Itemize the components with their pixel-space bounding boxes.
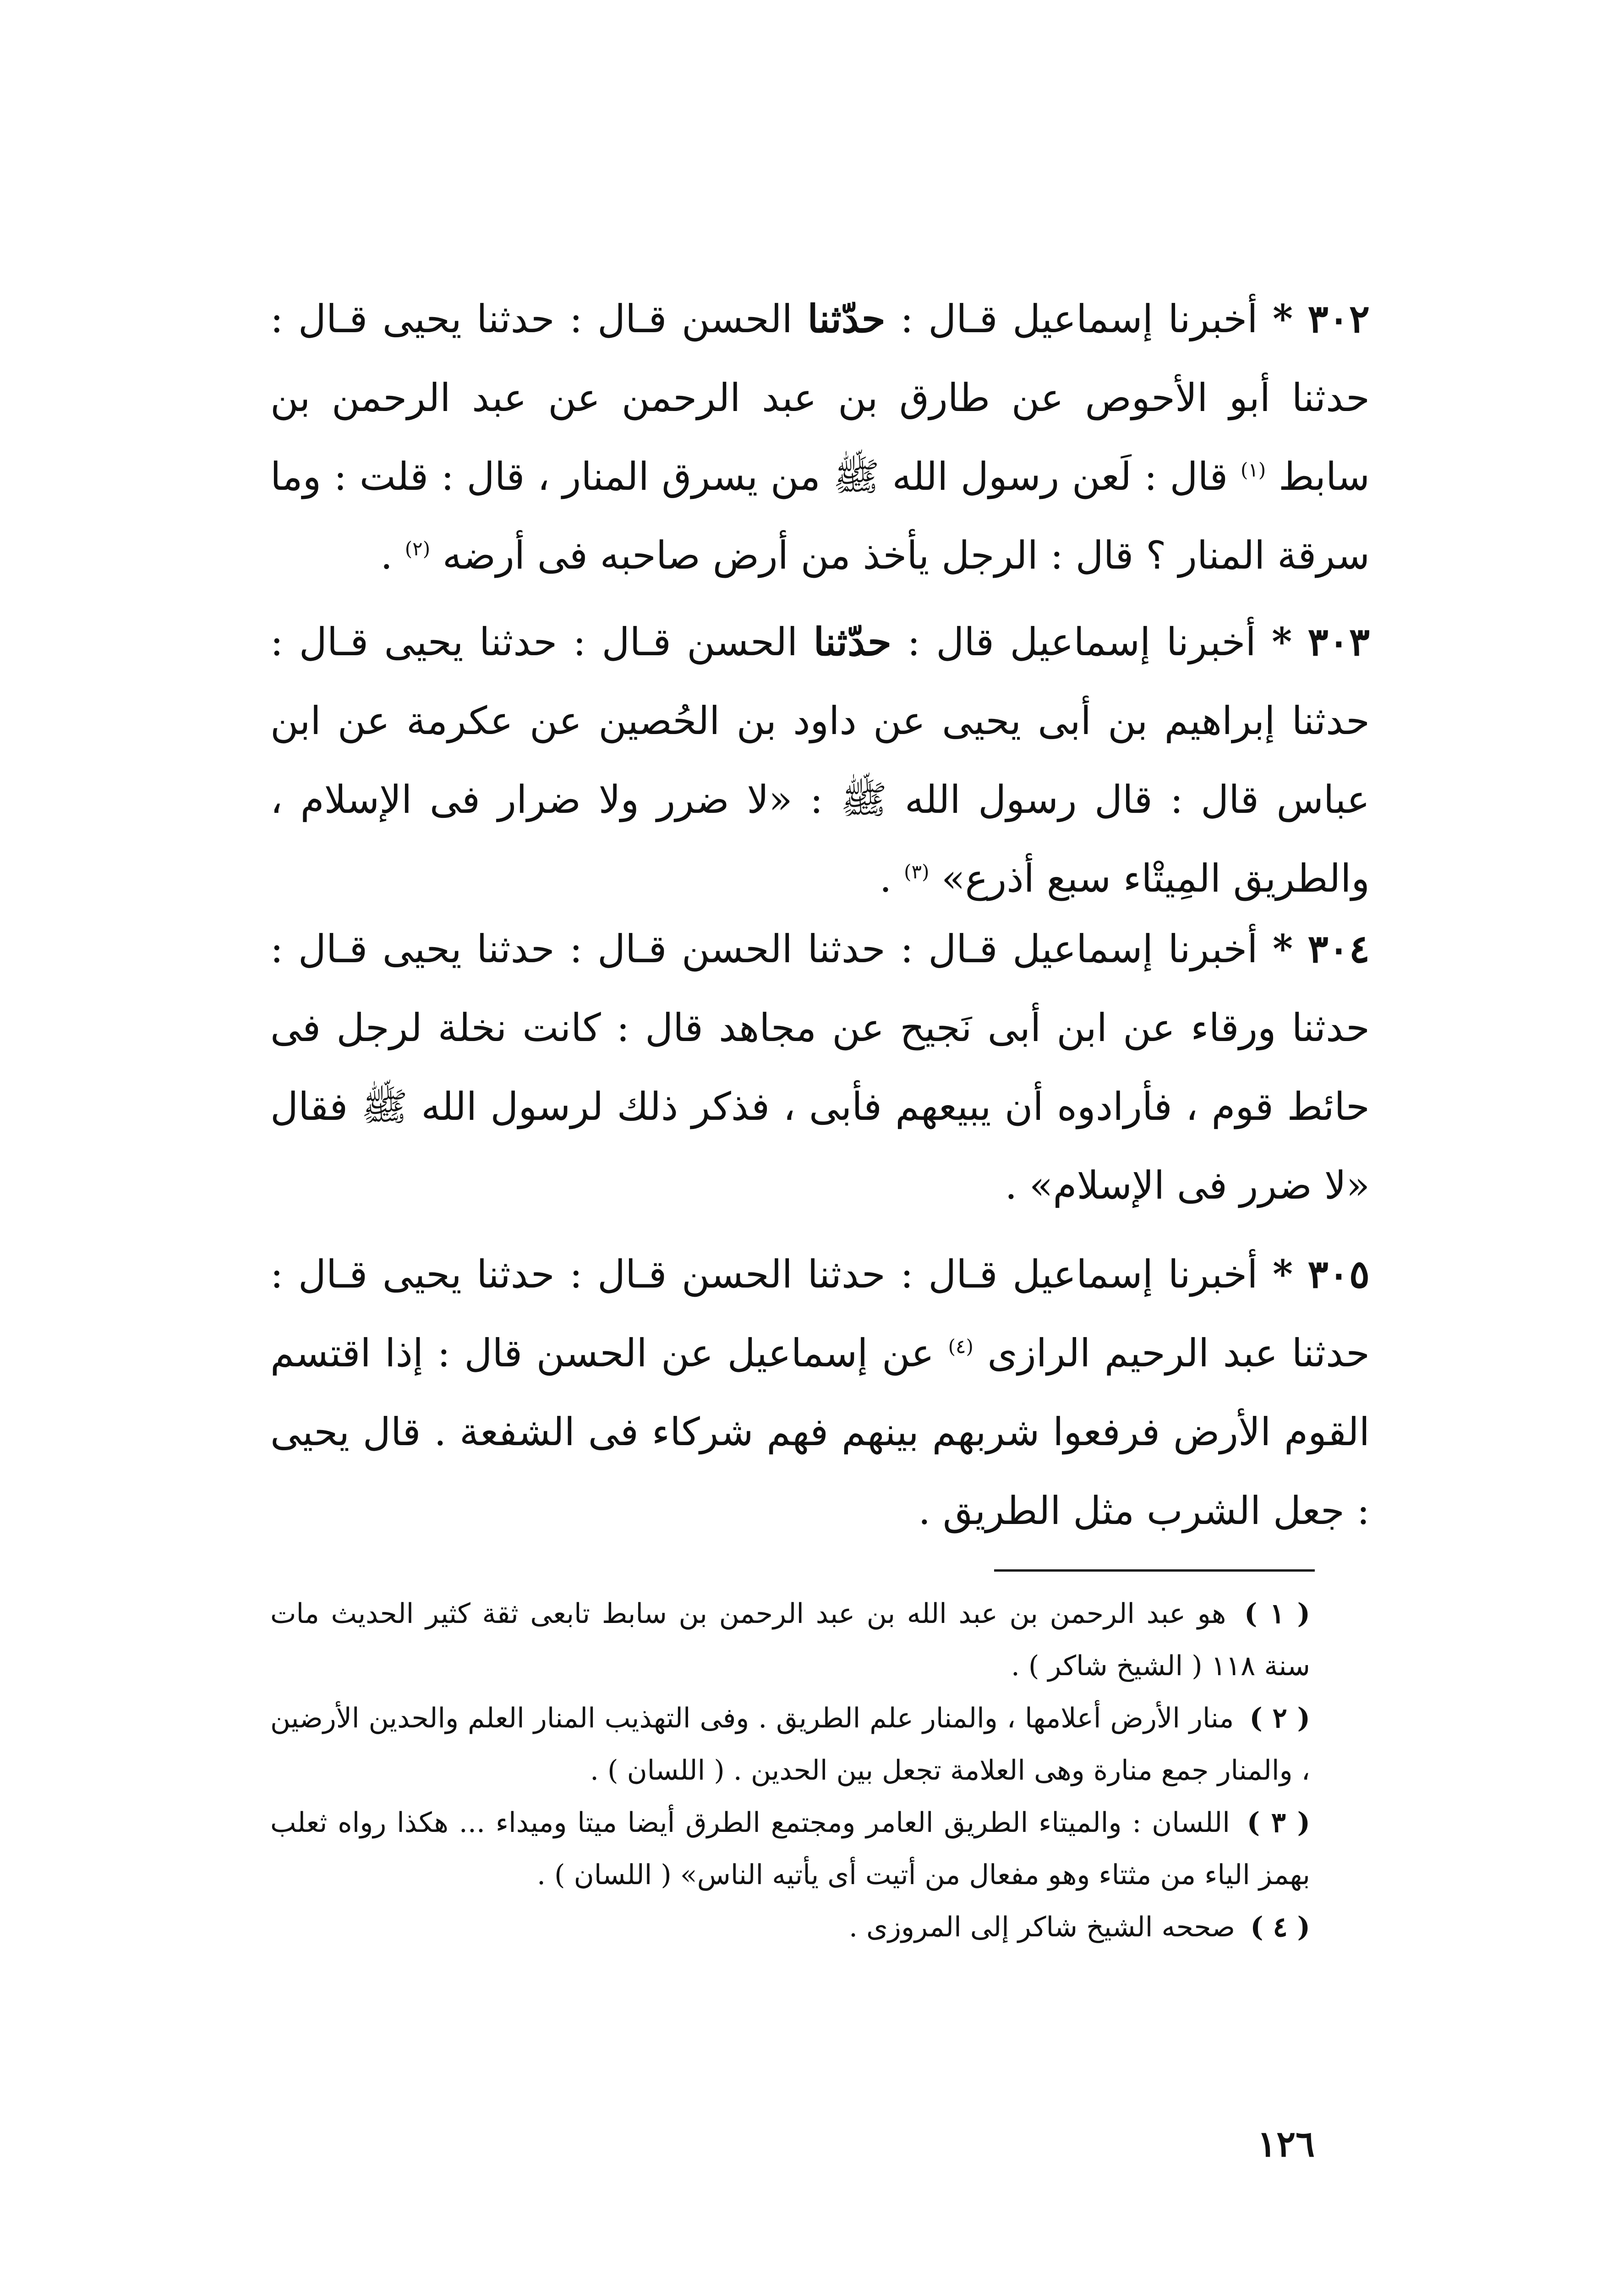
footnote-divider (994, 1569, 1315, 1572)
hadith-star: * (1273, 926, 1293, 971)
hadith-text: الحسن قـال : حدثنا يحيى قـال : حدثنا أبو الأحوص عن طارق بن عبد الرحمن عن عبد الرحمن بن سابط (270, 296, 1370, 499)
footnote-marker: ( ٢ ) (1249, 1702, 1311, 1734)
hadith-text: أخبرنا إسماعيل قـال : حدثنا الحسن قـال : حدثنا يحيى قـال : حدثنا عبد الرحيم الرازى (270, 1252, 1370, 1376)
footnote-text: اللسان : والميتاء الطريق العامر ومجتمع الطرق أيضا ميتا وميداء ... هكذا رواه ثعلب بهمز الياء (270, 1807, 1310, 1891)
hadith-text: أخبرنا إسماعيل قال : (907, 619, 1256, 664)
footnote-marker: ( ١ ) (1244, 1598, 1310, 1630)
hadith-text: . (380, 533, 393, 578)
footnote-1 (270, 1588, 1310, 1692)
footnote-text: صححه الشيخ شاكر إلى المروزى . (848, 1911, 1236, 1943)
hadith-text: أخبرنا إسماعيل قـال : حدثنا الحسن قـال : حدثنا يحيى قـال : حدثنا ورقاء عن ابن أبى نَجيح عن مجاهد قال : كانت نخلة لرجل فى حائط قوم ، فأرادوه أن يبيعهم فأبى ، فذكر ذلك لرسول الله ﷺ فقال «لا ضرر فى الإسلام» . (270, 926, 1370, 1208)
footnote-3 (270, 1797, 1310, 1901)
footnote-text: ( الشيخ شاكر ) . (1011, 1650, 1203, 1682)
footnote-marker: ( ٤ ) (1250, 1911, 1310, 1943)
footnote-text: هو عبد الرحمن بن عبد الله بن عبد الرحمن بن سابط تابعى ثقة كثير الحديث مات سنة ١١٨ (270, 1598, 1310, 1682)
footnotes (270, 1588, 1310, 1953)
hadith-number: ٣٠٢ (1307, 296, 1370, 341)
hadith-text: أخبرنا إسماعيل قـال : (900, 296, 1258, 341)
hadith-303 (270, 603, 1370, 918)
footnote-text: من مثتاء وهو مفعال من أتيت أى يأتيه الناس» ( اللسان ) . (537, 1859, 1196, 1891)
hadith-number: ٣٠٥ (1307, 1251, 1370, 1297)
footnote-text: جمع منارة وهى العلامة تجعل بين الحدين . ( اللسان ) . (590, 1754, 1209, 1787)
hadith-304 (270, 910, 1370, 1225)
hadith-text: عن إسماعيل عن الحسن قال : إذا اقتسم القوم الأرض فرفعوا شربهم بينهم فهم شركاء فى الشفعة . قال يحيى : جعل الشرب مثل الطريق . (270, 1331, 1370, 1533)
hadith-number: ٣٠٤ (1307, 926, 1370, 971)
footnote-ref[interactable]: (٢) (405, 537, 431, 560)
hadith-star: * (1273, 1251, 1293, 1297)
hadith-star: * (1273, 296, 1293, 341)
footnote-ref[interactable]: (١) (1240, 459, 1266, 481)
hadith-305 (270, 1235, 1370, 1550)
footnote-4 (270, 1901, 1310, 1953)
hadith-text: قال : لَعن رسول الله ﷺ من يسرق المنار ، قال : قلت : وما سرقة المنار ؟ قال : الرجل يأخذ من أرض صاحبه فى أرضه (270, 454, 1370, 578)
footnote-2 (270, 1692, 1310, 1797)
page-number: ١٢٦ (1257, 2123, 1315, 2165)
footnote-marker: ( ٣ ) (1247, 1807, 1311, 1839)
hadith-text: . (879, 856, 892, 901)
footnote-text: منار الأرض أعلامها ، والمنار علم الطريق . وفى التهذيب المنار العلم والحدين الأرضين ، والمنار (270, 1702, 1310, 1787)
hadith-bold-word: حدّثنا (813, 619, 892, 664)
hadith-star: * (1272, 619, 1292, 664)
hadith-bold-word: حدّثنا (807, 296, 886, 341)
footnote-ref[interactable]: (٣) (904, 860, 930, 883)
hadith-302 (270, 280, 1370, 595)
hadith-text: الحسن قـال : حدثنا يحيى قـال : حدثنا إبراهيم بن أبى يحيى عن داود بن الحُصين عن عكرمة عن ابن عباس قال : قال رسول الله ﷺ : «لا ضرر ولا ضرار فى الإسلام ، والطريق المِيتْاء سبع أذرع» (270, 619, 1370, 901)
hadith-number: ٣٠٣ (1307, 619, 1370, 664)
footnote-ref[interactable]: (٤) (948, 1335, 973, 1358)
